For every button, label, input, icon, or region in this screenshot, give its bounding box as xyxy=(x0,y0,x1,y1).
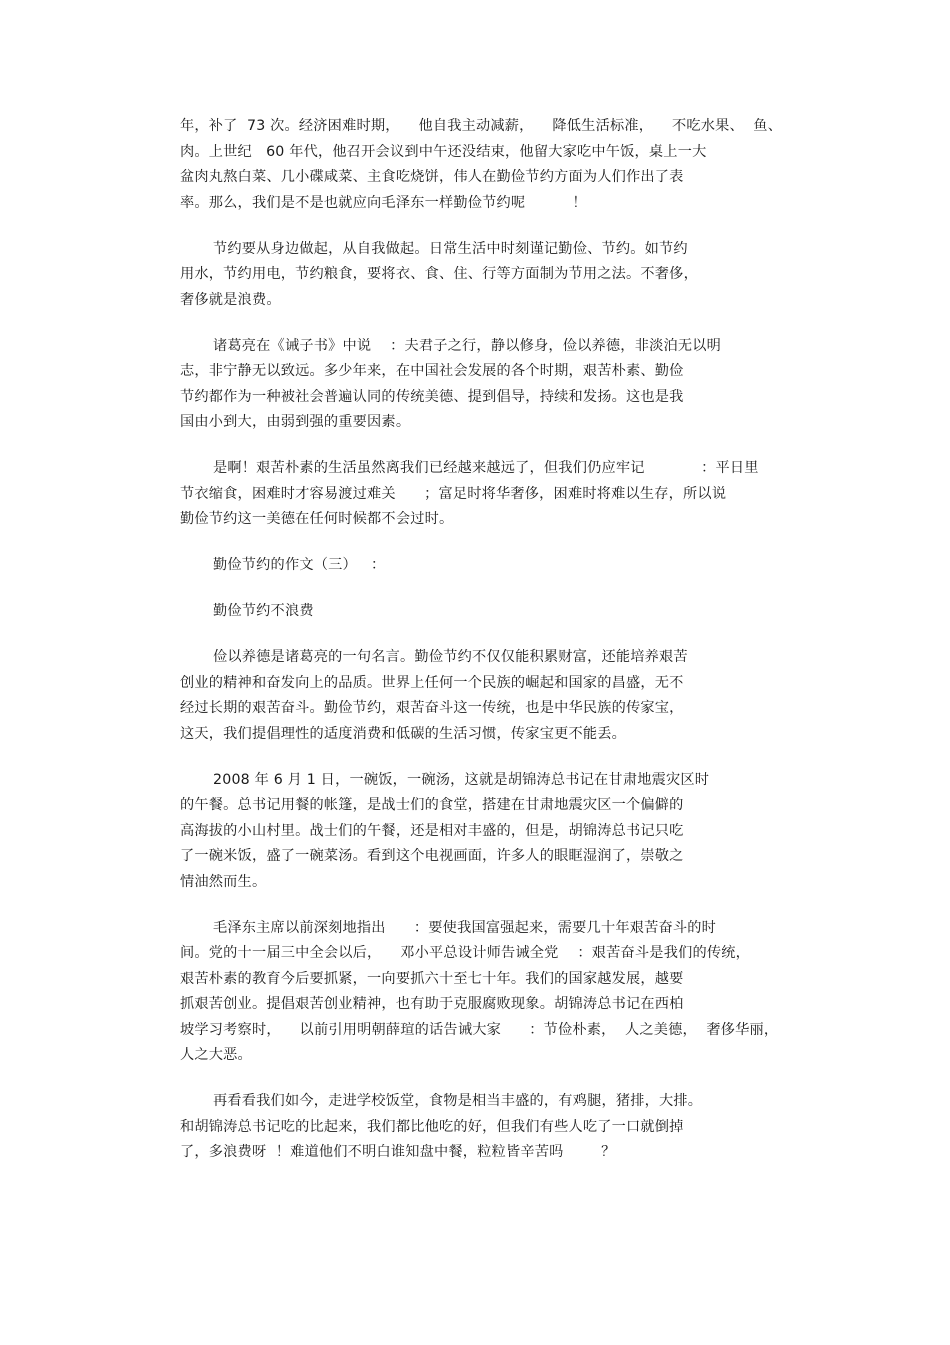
paragraph-gap xyxy=(180,895,780,916)
text-line: 志，非宁静无以致远。多少年来，在中国社会发展的各个时期，艰苦朴素、勤俭 xyxy=(180,363,684,379)
paragraph xyxy=(180,114,783,216)
paragraph xyxy=(180,334,780,436)
paragraph xyxy=(180,456,780,533)
text-line: 这天，我们提倡理性的适度消费和低碳的生活习惯，传家宝更不能丢。 xyxy=(180,725,627,742)
paragraph xyxy=(180,1089,780,1166)
paragraph-gap xyxy=(180,1069,780,1090)
text-line: 节约都作为一种被社会普遍认同的传统美德、提到倡导，持续和发扬。这也是我 xyxy=(180,388,684,405)
paragraph xyxy=(180,237,780,314)
text-line: 率。那么，我们是不是也就应向毛泽东一样勤俭节约呢 ！ xyxy=(180,194,587,211)
text-line: 节约要从身边做起，从自我做起。日常生活中时刻谨记勤俭、节约。如节约 xyxy=(213,240,688,257)
text-line: 肉。上世纪 60 年代，他召开会议到中午还没结束，他留大家吃中午饭，桌上一大 xyxy=(180,143,707,160)
paragraph-gap xyxy=(180,436,780,457)
text-line: 节衣缩食，困难时才容易渡过难关 ；富足时将华奢侈，困难时将难以生存，所以说 xyxy=(180,485,727,502)
text-line: 勤俭节约不浪费 xyxy=(213,603,314,619)
text-line: 毛泽东主席以前深刻地指出 ：要使我国富强起来，需要几十年艰苦奋斗的时 xyxy=(213,919,717,936)
text-line: 的午餐。总书记用餐的帐篷，是战士们的食堂，搭建在甘肃地震灾区一个偏僻的 xyxy=(180,797,684,813)
paragraph xyxy=(180,553,780,579)
text-line: 2008 年 6 月 1 日，一碗饭，一碗汤，这就是胡锦涛总书记在甘肃地震灾区时 xyxy=(213,771,710,788)
text-line: 了，多浪费呀 ！难道他们不明白谁知盘中餐，粒粒皆辛苦吗 ？ xyxy=(180,1144,616,1160)
text-line: 间。党的十一届三中全会以后， 邓小平总设计师告诫全党 ：艰苦奋斗是我们的传统， xyxy=(180,945,751,961)
text-line: 勤俭节约的作文（三） ： xyxy=(213,557,386,573)
text-line: 再看看我们如今，走进学校饭堂，食物是相当丰盛的，有鸡腿，猪排，大排。 xyxy=(213,1093,703,1109)
text-line: 勤俭节约这一美德在任何时候都不会过时。 xyxy=(180,511,454,527)
paragraph xyxy=(180,599,780,625)
paragraph-gap xyxy=(180,625,780,646)
text-line: 了一碗米饭，盛了一碗菜汤。看到这个电视画面，许多人的眼眶湿润了，崇敬之 xyxy=(180,848,684,864)
document-body xyxy=(180,114,783,1166)
text-line: 人之大恶。 xyxy=(180,1047,252,1063)
text-line: 和胡锦涛总书记吃的比起来，我们都比他吃的好，但我们有些人吃了一口就倒掉 xyxy=(180,1118,684,1135)
text-line: 用水，节约用电，节约粮食，要将衣、食、住、行等方面制为节用之法。不奢侈， xyxy=(180,266,698,282)
paragraph xyxy=(180,916,780,1069)
text-line: 俭以养德是诸葛亮的一句名言。勤俭节约不仅仅能积累财富，还能培养艰苦 xyxy=(213,649,688,665)
paragraph-gap xyxy=(180,216,780,237)
paragraph-gap xyxy=(180,533,780,554)
text-line: 坡学习考察时， 以前引用明朝薛瑄的话告诫大家 ：节俭朴素， 人之美德， 奢侈华丽， xyxy=(180,1021,779,1038)
paragraph xyxy=(180,645,780,747)
text-line: 诸葛亮在《诫子书》中说 ：夫君子之行，静以修身，俭以养德，非淡泊无以明 xyxy=(213,337,722,354)
text-line: 经过长期的艰苦奋斗。勤俭节约，艰苦奋斗这一传统，也是中华民族的传家宝， xyxy=(180,700,684,716)
paragraph-gap xyxy=(180,313,780,334)
text-line: 抓艰苦创业。提倡艰苦创业精神，也有助于克服腐败现象。胡锦涛总书记在西柏 xyxy=(180,996,684,1012)
text-line: 奢侈就是浪费。 xyxy=(180,291,281,308)
text-line: 年，补了 73 次。经济困难时期， 他自我主动减薪， 降低生活标准， 不吃水果、 鱼、 xyxy=(180,118,783,134)
text-line: 国由小到大，由弱到强的重要因素。 xyxy=(180,414,411,430)
text-line: 情油然而生。 xyxy=(180,873,267,890)
paragraph-gap xyxy=(180,579,780,600)
paragraph xyxy=(180,768,780,896)
paragraph-gap xyxy=(180,747,780,768)
text-line: 艰苦朴素的教育今后要抓紧，一向要抓六十至七十年。我们的国家越发展，越要 xyxy=(180,970,684,987)
text-line: 盆肉丸熬白菜、几小碟咸菜、主食吃烧饼，伟人在勤俭节约方面为人们作出了表 xyxy=(180,169,684,185)
text-line: 是啊！艰苦朴素的生活虽然离我们已经越来越远了，但我们仍应牢记 ：平日里 xyxy=(213,460,759,476)
text-line: 创业的精神和奋发向上的品质。世界上任何一个民族的崛起和国家的昌盛，无不 xyxy=(180,674,684,691)
text-line: 高海拔的小山村里。战士们的午餐，还是相对丰盛的，但是，胡锦涛总书记只吃 xyxy=(180,822,684,839)
